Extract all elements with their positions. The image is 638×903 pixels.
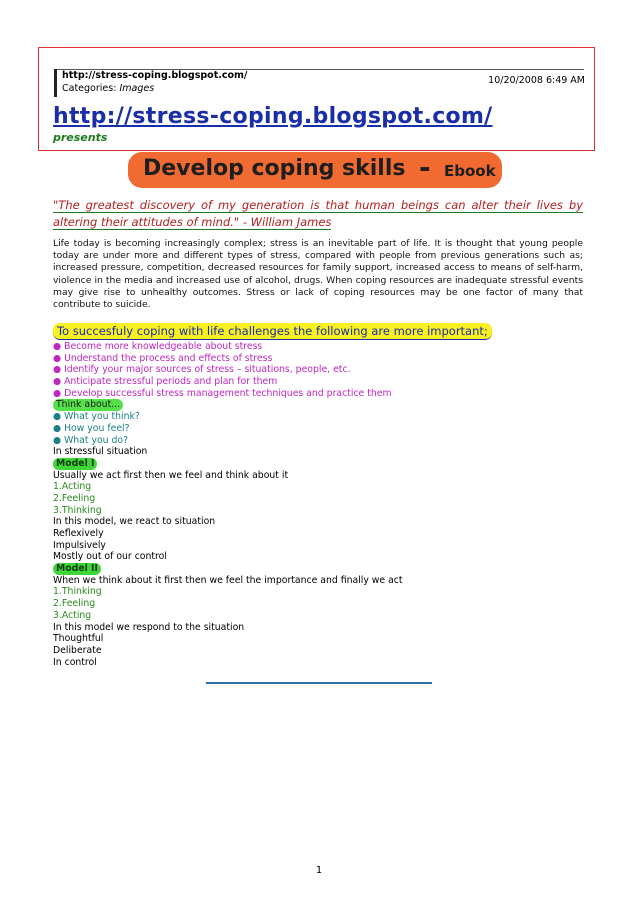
model-1-line: Impulsively bbox=[53, 539, 106, 551]
model-1-line: Reflexively bbox=[53, 528, 104, 539]
list-item: ● Develop successful stress management techniques and practice them bbox=[53, 387, 392, 399]
list-item: ● Become more knowledgeable about stress bbox=[53, 341, 263, 352]
model-2-label: Model II bbox=[53, 563, 101, 575]
page-title: Develop coping skills bbox=[143, 156, 406, 181]
list-item: ● What you do? bbox=[53, 434, 129, 446]
important-heading: To succesfuly coping with life challenges the following are more important; bbox=[53, 323, 492, 340]
model-1-label: Model I bbox=[53, 458, 97, 470]
situation-text: In stressful situation bbox=[53, 446, 148, 458]
list-item: ● How you feel? bbox=[53, 422, 130, 434]
categories-value: Images bbox=[119, 83, 155, 94]
intro-paragraph: Life today is becoming increasingly complex; stress is an inevitable part of life. It is thought that young people today are under more and different types of stress, compared with people from previous generations such as; increased pressure, competition, decreased resources for family support, increased access to means of self-harm, violence in the media and increased use of alcohol, drugs. When coping resources are inadequate stressful events may give rise to unhealthy outcomes. Stress or lack of coping resources may be one factor of many that contribute to suicide. bbox=[53, 238, 583, 311]
title-dash: - bbox=[419, 151, 431, 184]
model-2-desc: When we think about it first then we feel the importance and finally we act bbox=[53, 574, 403, 586]
presents-label: presents bbox=[53, 131, 108, 144]
model-1-line: Mostly out of our control bbox=[53, 551, 167, 563]
content-list bbox=[53, 341, 403, 668]
model-2-step: 3.Acting bbox=[53, 609, 92, 621]
list-item: ● Anticipate stressful periods and plan for them bbox=[53, 376, 278, 388]
header-url: http://stress-coping.blogspot.com/ bbox=[62, 70, 248, 81]
model-1-line: In this model, we react to situation bbox=[53, 516, 216, 528]
model-2-line: In control bbox=[53, 656, 97, 668]
blog-url-link[interactable]: http://stress-coping.blogspot.com/ bbox=[53, 104, 493, 129]
list-item: ● What you think? bbox=[53, 411, 140, 423]
think-about-label: Think about... bbox=[53, 399, 123, 411]
model-1-step: 3.Thinking bbox=[53, 504, 102, 516]
header-date: 10/20/2008 6:49 AM bbox=[488, 75, 585, 86]
list-item: ● Understand the process and effects of stress bbox=[53, 352, 273, 364]
section-divider bbox=[206, 682, 432, 684]
quote-text: "The greatest discovery of my generation is that human beings can alter their lives by altering their attitudes of mind." - William James bbox=[53, 198, 583, 229]
list-item: ● Identify your major sources of stress – situations, people, etc. bbox=[53, 364, 351, 376]
model-1-step: 2.Feeling bbox=[53, 492, 96, 504]
model-1-desc: Usually we act first then we feel and think about it bbox=[53, 469, 289, 481]
model-2-line: Thoughtful bbox=[53, 633, 104, 645]
categories-label: Categories: bbox=[62, 83, 120, 94]
title-ebook-label: Ebook bbox=[444, 162, 496, 180]
model-2-step: 2.Feeling bbox=[53, 598, 96, 610]
model-2-line: Deliberate bbox=[53, 644, 102, 656]
page-header-frame bbox=[38, 47, 595, 151]
model-2-step: 1.Thinking bbox=[53, 586, 102, 598]
page-number: 1 bbox=[315, 865, 323, 876]
header-categories bbox=[62, 83, 154, 94]
model-1-step: 1.Acting bbox=[53, 481, 92, 493]
model-2-line: In this model we respond to the situation bbox=[53, 621, 245, 633]
quote bbox=[53, 197, 583, 231]
header-bar bbox=[54, 69, 57, 97]
